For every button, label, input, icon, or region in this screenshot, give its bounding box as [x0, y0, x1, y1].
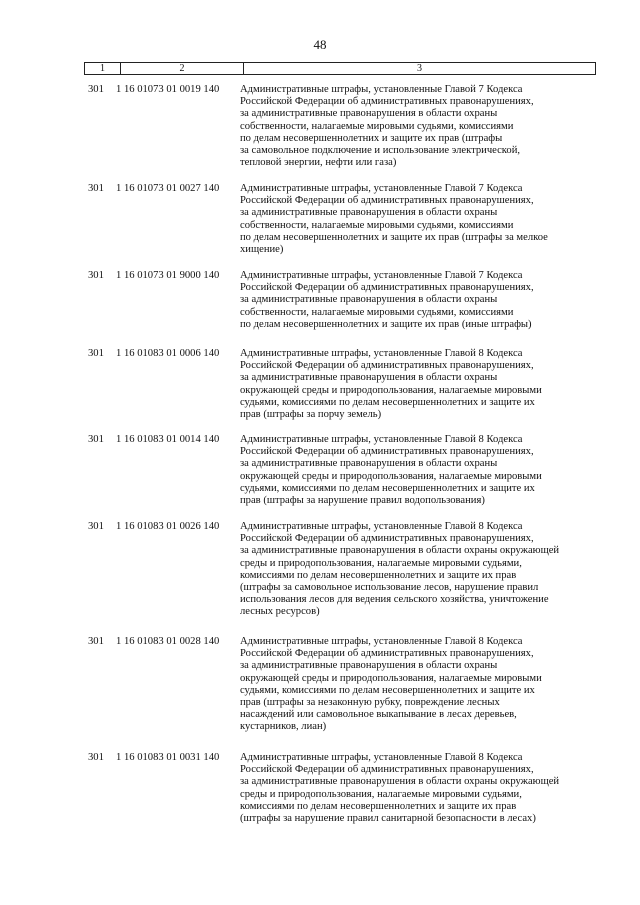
description-line: за административные правонарушения в области охраны: [240, 372, 498, 384]
description: [240, 270, 596, 331]
description-line: прав (штрафы за порчу земель): [240, 409, 382, 421]
description-line: Административные штрафы, установленные Главой 7 Кодекса: [240, 270, 523, 281]
income-code: 1 16 01083 01 0026 140: [116, 521, 220, 532]
admin-code: 301: [88, 270, 104, 281]
table-row: [84, 183, 596, 256]
description-line: за административные правонарушения в области охраны: [240, 458, 498, 470]
description-line: окружающей среды и природопользования, налагаемые мировыми: [240, 470, 542, 482]
admin-code: 301: [88, 183, 104, 194]
description-line: окружающей среды и природопользования, налагаемые мировыми: [240, 384, 542, 396]
description-line: насаждений или самовольное выкапывание в лесах деревьев,: [240, 709, 517, 721]
description-line: Административные штрафы, установленные Главой 8 Кодекса: [240, 348, 523, 359]
table-row: [84, 752, 596, 825]
budget-codes-table: [84, 62, 596, 825]
description-line: Административные штрафы, установленные Главой 7 Кодекса: [240, 183, 523, 194]
description-line: судьями, комиссиями по делам несовершеннолетних и защите их: [240, 396, 535, 408]
description: [240, 521, 596, 619]
description-line: лесных ресурсов): [240, 606, 320, 618]
description-line: прав (штрафы за незаконную рубку, повреждение лесных: [240, 697, 500, 709]
income-code: 1 16 01073 01 0027 140: [116, 183, 220, 194]
description-line: комиссиями по делам несовершеннолетних и защите их прав: [240, 569, 517, 581]
description-line: судьями, комиссиями по делам несовершеннолетних и защите их: [240, 482, 535, 494]
table-row: [84, 84, 596, 169]
description: [240, 348, 596, 421]
table-row: [84, 270, 596, 331]
description-line: по делам несовершеннолетних и защите их прав (штрафы: [240, 132, 503, 144]
header-col-2: 2: [121, 63, 244, 74]
table-row: [84, 434, 596, 507]
admin-code: 301: [88, 84, 104, 95]
income-code: 1 16 01073 01 9000 140: [116, 270, 220, 281]
page-number: 48: [313, 37, 327, 52]
description-line: за административные правонарушения в области охраны: [240, 108, 498, 120]
description: [240, 752, 596, 825]
description-line: Административные штрафы, установленные Главой 8 Кодекса: [240, 434, 523, 445]
description-line: судьями, комиссиями по делам несовершеннолетних и защите их: [240, 684, 535, 696]
description-line: собственности, налагаемые мировыми судьями, комиссиями: [240, 306, 514, 318]
description-line: за административные правонарушения в области охраны окружающей: [240, 545, 560, 557]
description-line: Административные штрафы, установленные Главой 8 Кодекса: [240, 752, 523, 763]
table-row: [84, 348, 596, 421]
description-line: Административные штрафы, установленные Главой 8 Кодекса: [240, 636, 523, 647]
income-code: 1 16 01073 01 0019 140: [116, 84, 220, 95]
table-header-row: [84, 62, 596, 75]
admin-code: 301: [88, 752, 104, 763]
table-row: [84, 521, 596, 619]
description-line: за административные правонарушения в области охраны: [240, 294, 498, 306]
income-code: 1 16 01083 01 0014 140: [116, 434, 220, 445]
table-row: [84, 636, 596, 734]
description-line: комиссиями по делам несовершеннолетних и защите их прав: [240, 800, 517, 812]
header-col-3: 3: [417, 63, 422, 74]
header-col-1: 1: [85, 63, 121, 74]
description-line: за административные правонарушения в области охраны: [240, 207, 498, 219]
description-line: Российской Федерации об административных правонарушениях,: [240, 764, 534, 776]
description-line: за административные правонарушения в области охраны: [240, 660, 498, 672]
description-line: собственности, налагаемые мировыми судьями, комиссиями: [240, 219, 514, 231]
description-line: тепловой энергии, нефти или газа): [240, 157, 397, 169]
description-line: по делам несовершеннолетних и защите их прав (иные штрафы): [240, 318, 532, 330]
description-line: Российской Федерации об административных правонарушениях,: [240, 195, 534, 207]
income-code: 1 16 01083 01 0031 140: [116, 752, 220, 763]
description-line: Российской Федерации об административных правонарушениях,: [240, 648, 534, 660]
income-code: 1 16 01083 01 0006 140: [116, 348, 220, 359]
description: [240, 636, 596, 734]
description-line: собственности, налагаемые мировыми судьями, комиссиями: [240, 120, 514, 132]
description-line: Российской Федерации об административных правонарушениях,: [240, 446, 534, 458]
description-line: (штрафы за самовольное использование лесов, нарушение правил: [240, 582, 539, 594]
description-line: за самовольное подключение и использование электрической,: [240, 145, 521, 157]
admin-code: 301: [88, 434, 104, 445]
admin-code: 301: [88, 521, 104, 532]
description-line: по делам несовершеннолетних и защите их прав (штрафы за мелкое: [240, 231, 548, 243]
description-line: Административные штрафы, установленные Главой 8 Кодекса: [240, 521, 523, 532]
description-line: использования лесов для ведения сельского хозяйства, уничтожение: [240, 594, 549, 606]
admin-code: 301: [88, 636, 104, 647]
description-line: Российской Федерации об административных правонарушениях,: [240, 360, 534, 372]
description: [240, 84, 596, 169]
description-line: окружающей среды и природопользования, налагаемые мировыми: [240, 672, 542, 684]
description-line: Российской Федерации об административных правонарушениях,: [240, 96, 534, 108]
description: [240, 434, 596, 507]
description-line: Административные штрафы, установленные Главой 7 Кодекса: [240, 84, 523, 95]
description-line: кустарников, лиан): [240, 721, 327, 733]
description-line: (штрафы за нарушение правил санитарной безопасности в лесах): [240, 813, 536, 825]
income-code: 1 16 01083 01 0028 140: [116, 636, 220, 647]
description-line: прав (штрафы за нарушение правил водопользования): [240, 495, 485, 507]
description: [240, 183, 596, 256]
description-line: среды и природопользования, налагаемые мировыми судьями,: [240, 788, 522, 800]
description-line: Российской Федерации об административных правонарушениях,: [240, 533, 534, 545]
description-line: Российской Федерации об административных правонарушениях,: [240, 282, 534, 294]
description-line: за административные правонарушения в области охраны окружающей: [240, 776, 560, 788]
description-line: среды и природопользования, налагаемые мировыми судьями,: [240, 557, 522, 569]
description-line: хищение): [240, 244, 284, 256]
admin-code: 301: [88, 348, 104, 359]
